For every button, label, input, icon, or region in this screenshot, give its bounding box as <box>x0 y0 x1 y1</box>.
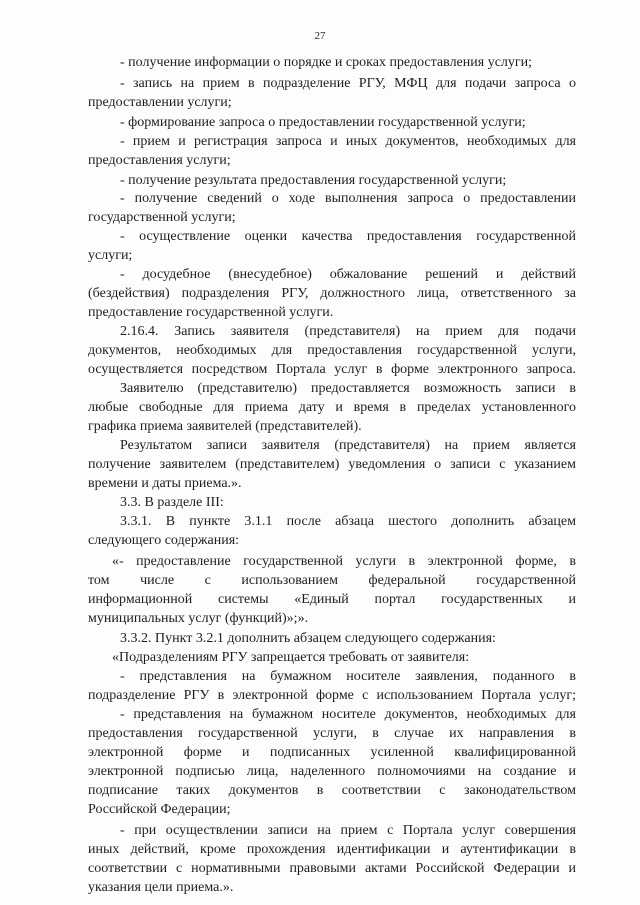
text-line: Результатом записи заявителя (представителя) на прием является <box>120 438 576 453</box>
text-line: «- предоставление государственной услуги в электронной форме, в <box>112 554 576 569</box>
text-line: - представления на бумажном носителе заявления, поданного в <box>120 669 576 684</box>
text-line: времени и даты приема.». <box>88 476 242 491</box>
text-line: указания цели приема.». <box>88 880 234 895</box>
text-line: информационной системы «Единый портал государственных и <box>88 592 576 607</box>
text-line: 3.3. В разделе III: <box>120 495 224 510</box>
text-line: - получение результата предоставления государственной услуги; <box>120 173 507 188</box>
text-line: осуществляется посредством Портала услуг в форме электронного запроса. <box>88 362 576 377</box>
text-line: (бездействия) подразделения РГУ, должностного лица, ответственного за <box>88 286 576 301</box>
text-line: соответствии с нормативными правовыми актами Российской Федерации и <box>88 861 576 876</box>
text-line: муниципальных услуг (функций)»;». <box>88 611 309 626</box>
text-line: 3.3.2. Пункт 3.2.1 дополнить абзацем следующего содержания: <box>120 631 496 646</box>
text-line: - представления на бумажном носителе документов, необходимых для <box>120 707 576 722</box>
text-line: любые свободные для приема дату и время в пределах установленного <box>88 400 576 415</box>
text-line: иных действий, кроме прохождения идентификации и аутентификации в <box>88 842 576 857</box>
text-line: «Подразделениям РГУ запрещается требовать от заявителя: <box>112 650 470 665</box>
text-line: государственной услуги; <box>88 210 236 225</box>
text-line: подписание таких документов в соответствии с законодательством <box>88 783 576 798</box>
text-line: том числе с использованием федеральной государственной <box>88 573 576 588</box>
text-line: предоставления государственной услуги, в случае их направления в <box>88 726 576 741</box>
text-line: - получение сведений о ходе выполнения запроса о предоставлении <box>120 191 576 206</box>
text-line: электронной подписью лица, наделенного полномочиями на создание и <box>88 764 576 779</box>
text-line: подразделение РГУ в электронной форме с использованием Портала услуг; <box>88 688 576 703</box>
text-line: - при осуществлении записи на прием с Портала услуг совершения <box>120 823 576 838</box>
text-line: - осуществление оценки качества предоставления государственной <box>120 229 576 244</box>
text-line: Заявителю (представителю) предоставляется возможность записи в <box>120 381 576 396</box>
text-line: - получение информации о порядке и сроках предоставления услуги; <box>120 55 533 70</box>
text-line: предоставление государственной услуги. <box>88 305 334 320</box>
text-line: электронной форме и подписанных усиленной квалифицированной <box>88 745 576 760</box>
text-line: графика приема заявителей (представителей). <box>88 419 362 434</box>
text-line: - запись на прием в подразделение РГУ, МФЦ для подачи запроса о <box>120 76 576 91</box>
text-line: 2.16.4. Запись заявителя (представителя) на прием для подачи <box>120 324 576 339</box>
text-line: - прием и регистрация запроса и иных документов, необходимых для <box>120 134 576 149</box>
text-line: получение заявителем (представителем) уведомления о записи с указанием <box>88 457 576 472</box>
text-line: следующего содержания: <box>88 533 240 548</box>
text-line: - формирование запроса о предоставлении государственной услуги; <box>120 115 526 130</box>
text-line: 3.3.1. В пункте 3.1.1 после абзаца шестого дополнить абзацем <box>120 514 576 529</box>
text-line: - досудебное (внесудебное) обжалование решений и действий <box>120 267 576 282</box>
text-line: предоставления услуги; <box>88 153 231 168</box>
text-line: услуги; <box>88 248 133 263</box>
text-line: документов, необходимых для предоставления государственной услуги, <box>88 343 576 358</box>
page-number: 27 <box>314 30 326 42</box>
text-line: предоставлении услуги; <box>88 95 232 110</box>
text-line: Российской Федерации; <box>88 802 231 817</box>
